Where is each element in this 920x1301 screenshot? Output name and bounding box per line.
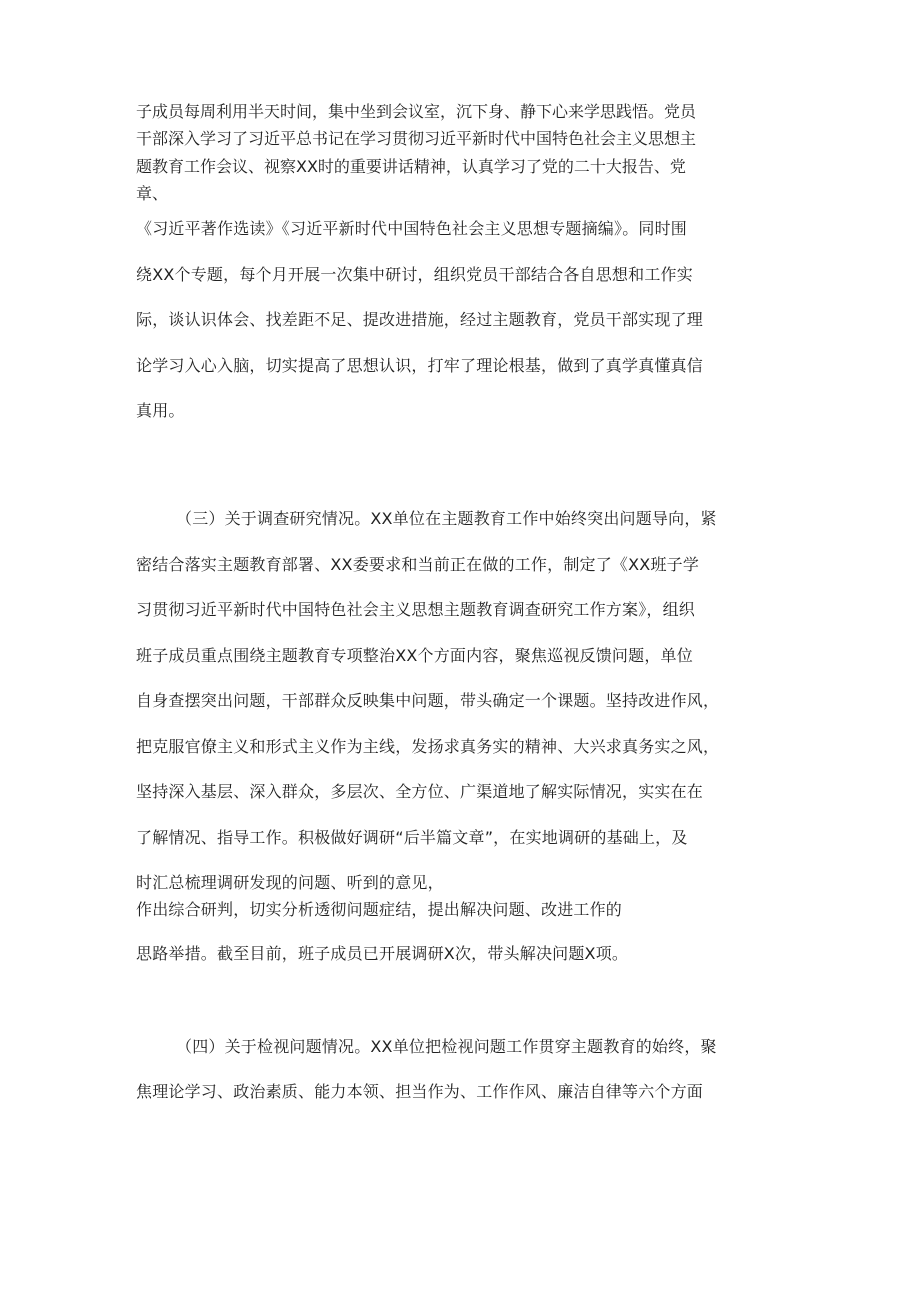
text-line: 时汇总梳理调研发现的问题、听到的意见， [136, 873, 444, 892]
text-line: 把克服官僚主义和形式主义作为主线，发扬求真务实的精神、大兴求真务实之风， [136, 737, 720, 756]
text-line: 作出综合研判，切实分析透彻问题症结，提出解决问题、改进工作的 [136, 900, 623, 919]
text-line: 《习近平著作选读》《习近平新时代中国特色社会主义思想专题摘编》。同时围 [136, 219, 688, 238]
text-line: 班子成员重点围绕主题教育专项整治XX个方面内容，聚焦巡视反馈问题，单位 [136, 646, 693, 665]
text-line: 章、 [136, 184, 169, 203]
text-line: 习贯彻习近平新时代中国特色社会主义思想主题教育调查研究工作方案》，组织 [136, 600, 696, 619]
text-line: 际，谈认识体会、找差距不足、提改进措施，经过主题教育，党员干部实现了理 [136, 310, 704, 329]
text-line: 真用。 [136, 401, 185, 420]
text-line: 焦理论学习、政治素质、能力本领、担当作为、工作作风、廉洁自律等六个方面 [136, 1082, 704, 1101]
text-line: 坚持深入基层、深入群众，多层次、全方位、广渠道地了解实际情况，实实在在 [136, 782, 704, 801]
section-heading-line: （三）关于调查研究情况。XX单位在主题教育工作中始终突出问题导向，紧 [176, 509, 717, 528]
text-line: 题教育工作会议、视察XX时的重要讲话精神，认真学习了党的二十大报告、党 [136, 157, 686, 176]
text-line: 自身查摆突出问题，干部群众反映集中问题，带头确定一个课题。坚持改进作风， [136, 691, 720, 710]
text-line: 绕XX个专题，每个月开展一次集中研讨，组织党员干部结合各自思想和工作实 [136, 265, 693, 284]
text-line: 子成员每周利用半天时间，集中坐到会议室，沉下身、静下心来学思践悟。党员 [136, 102, 697, 121]
text-line: 思路举措。截至目前，班子成员已开展调研X次，带头解决问题X项。 [136, 944, 629, 963]
text-line: 密结合落实主题教育部署、XX委要求和当前正在做的工作，制定了《XX班子学 [136, 555, 700, 574]
text-line: 干部深入学习了习近平总书记在学习贯彻习近平新时代中国特色社会主义思想主 [136, 129, 697, 148]
text-line: 了解情况、指导工作。积极做好调研“后半篇文章”，在实地调研的基础上，及 [136, 828, 688, 847]
section-heading-line: （四）关于检视问题情况。XX单位把检视问题工作贯穿主题教育的始终，聚 [176, 1037, 717, 1056]
text-line: 论学习入心入脑，切实提高了思想认识，打牢了理论根基，做到了真学真懂真信 [136, 356, 704, 375]
